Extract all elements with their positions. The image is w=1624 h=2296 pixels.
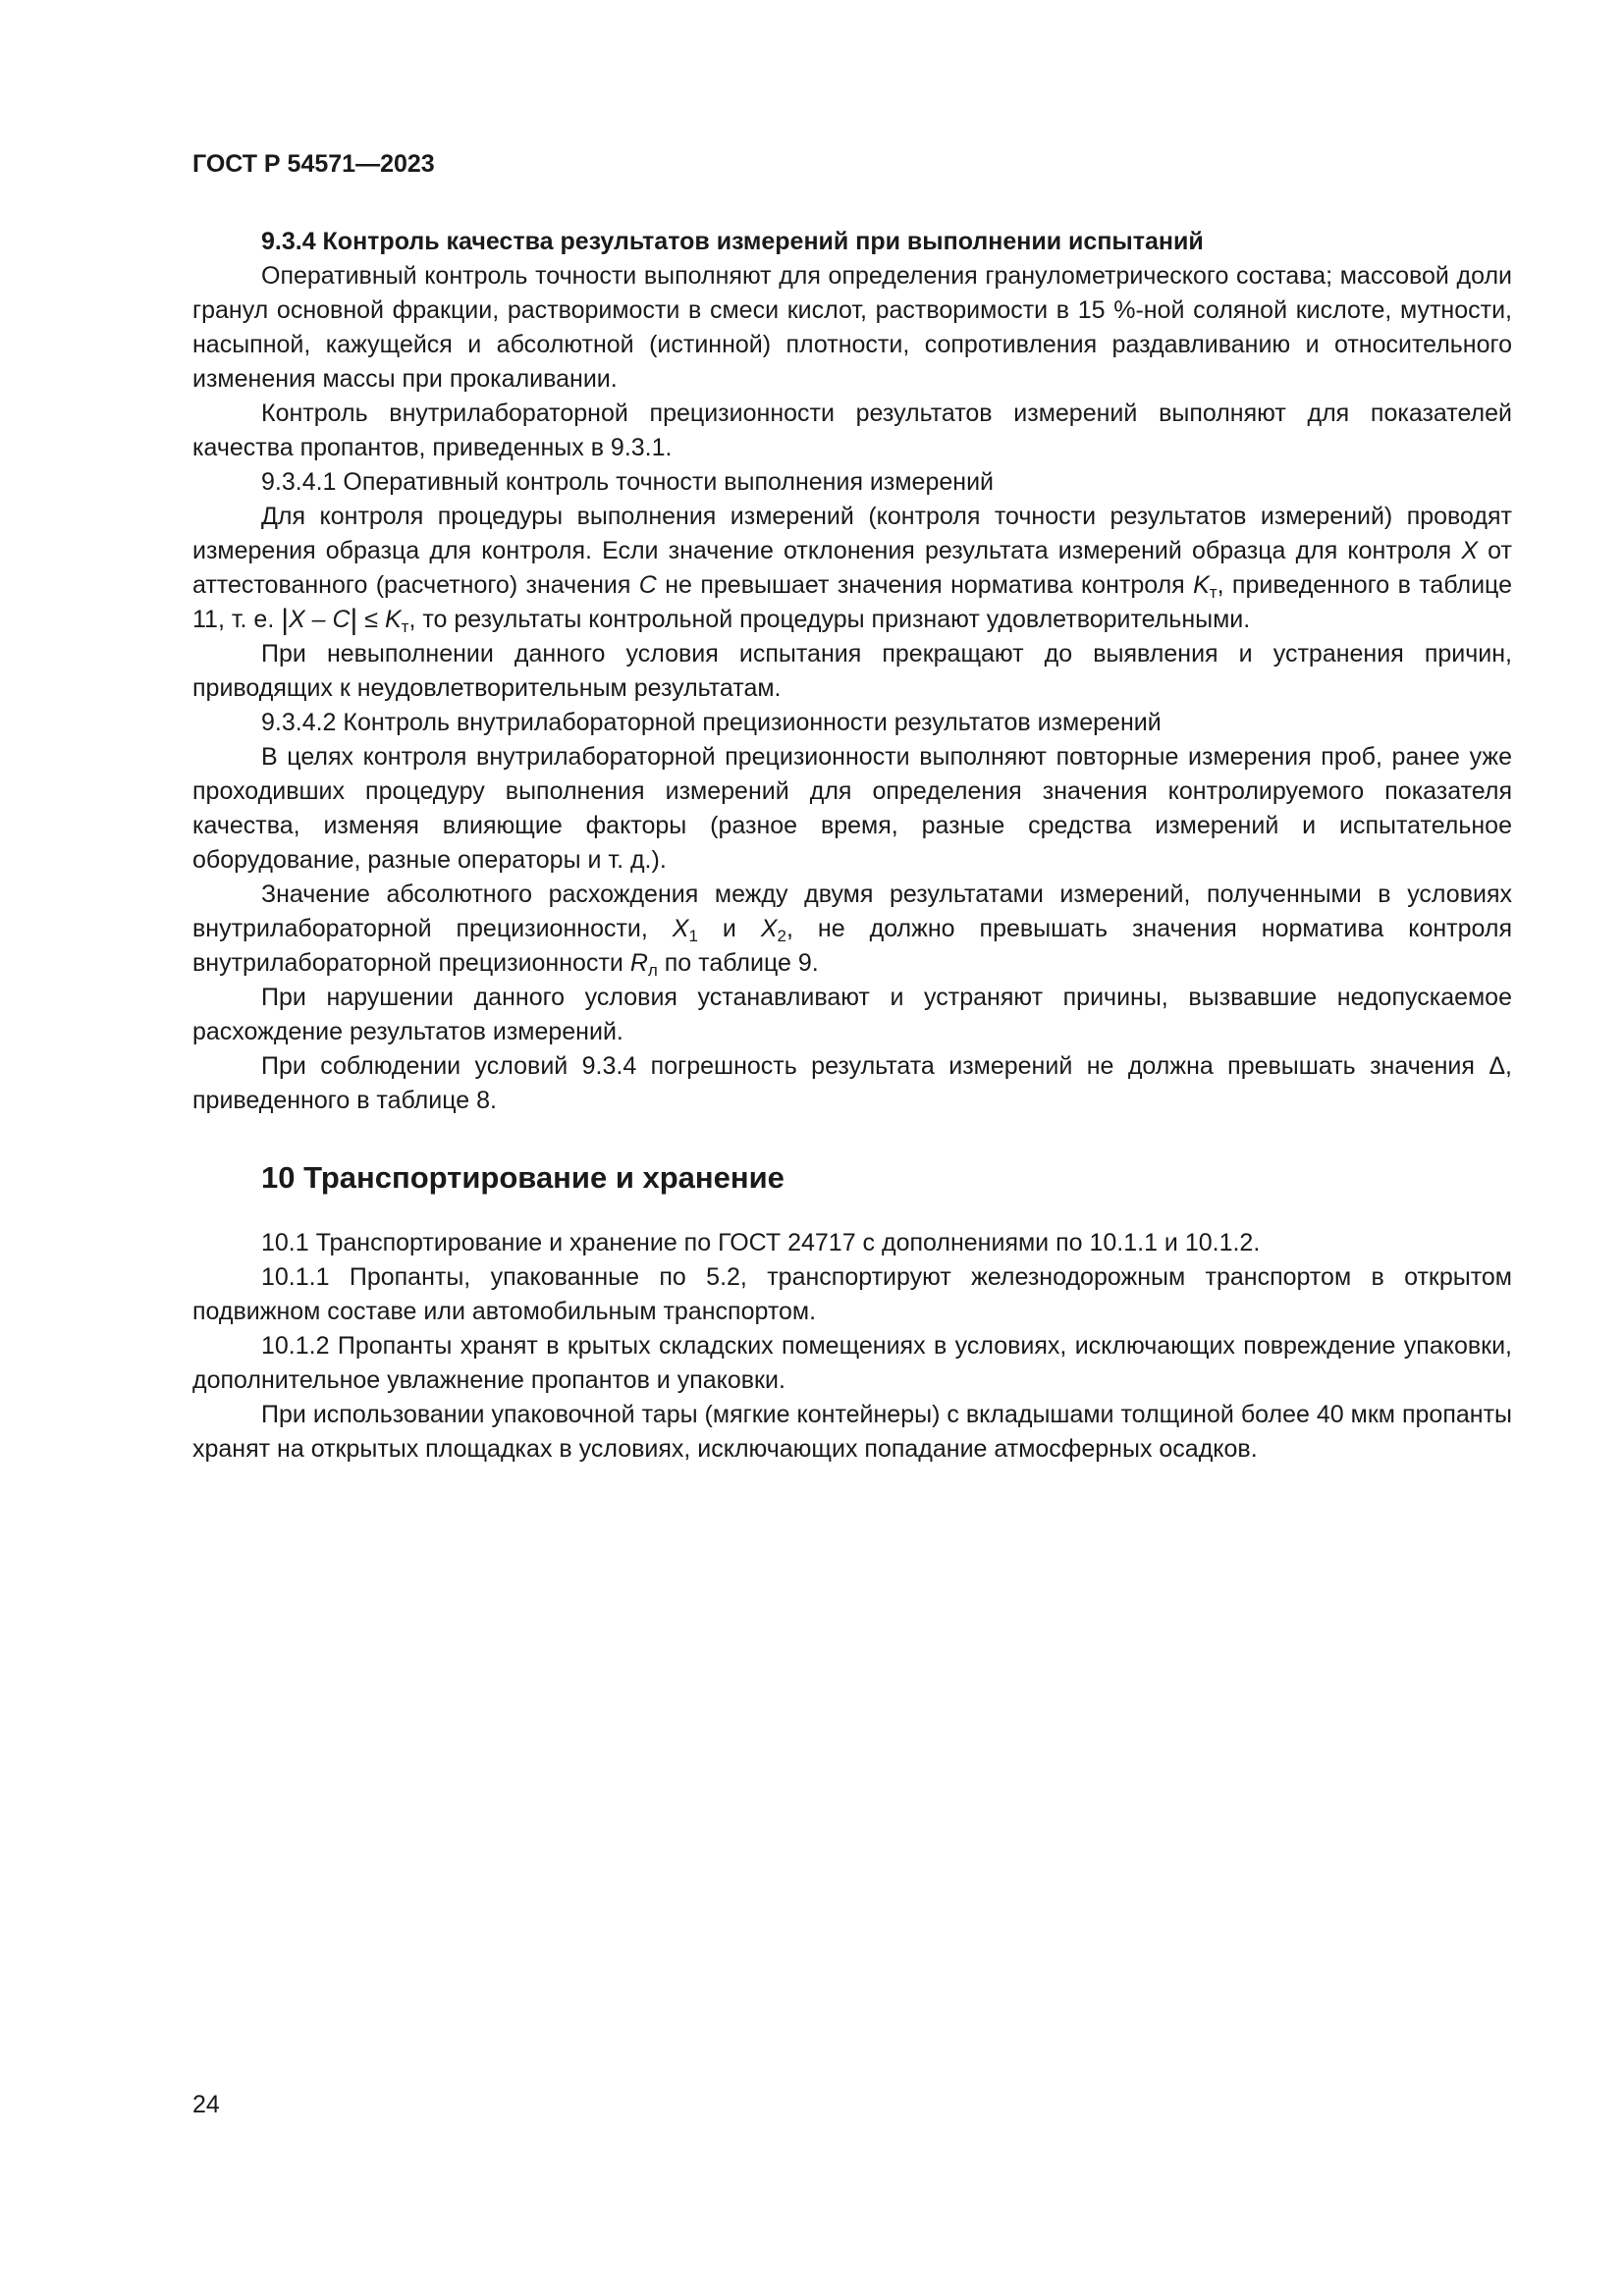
paragraph-error-limit — [192, 1049, 1512, 1118]
variable-c: C — [638, 571, 657, 599]
document-id: ГОСТ Р 54571—2023 — [192, 150, 435, 178]
variable-x: X — [760, 915, 778, 942]
text-run: и — [697, 915, 761, 942]
delta-symbol: Δ — [1489, 1052, 1506, 1080]
variable-k: K — [384, 606, 402, 633]
clause-heading-9-3-4-1: 9.3.4.1 Оперативный контроль точности выполнения измерений — [261, 468, 994, 496]
text-run: При соблюдении условий 9.3.4 погрешность результата измерений не должна превышать значения — [261, 1052, 1489, 1080]
subscript-l: л — [647, 961, 658, 980]
paragraph: 10.1.1 Пропанты, упакованные по 5.2, транспортируют железнодорожным транспортом в открытом подвижном составе или автомобильным транспортом. — [192, 1263, 1512, 1325]
page-number: 24 — [192, 2091, 220, 2118]
paragraph: Контроль внутрилабораторной прецизионности результатов измерений выполняют для показателей качества пропантов, приведенных в 9.3.1. — [192, 400, 1512, 461]
text-run: , не должно превышать значения норматива контроля внутрилабораторной прецизионности — [192, 915, 1512, 977]
clause-heading-9-3-4-2: 9.3.4.2 Контроль внутрилабораторной прецизионности результатов измерений — [261, 709, 1162, 736]
subsection-title-9-3-4: 9.3.4 Контроль качества результатов измерений при выполнении испытаний — [261, 228, 1204, 255]
subscript-t: т — [1209, 583, 1218, 602]
abs-bar-right: | — [350, 604, 358, 636]
variable-r: R — [629, 949, 648, 977]
paragraph: При использовании упаковочной тары (мягкие контейнеры) с вкладышами толщиной более 40 мкм пропанты хранят на открытых площадках в условиях, исключающих попадание атмосферных осадков. — [192, 1401, 1512, 1463]
subscript-t: т — [401, 617, 409, 636]
document-body — [192, 225, 1512, 1467]
variable-x: X — [672, 915, 689, 942]
paragraph: 10.1.2 Пропанты хранят в крытых складских помещениях в условиях, исключающих повреждение упаковки, дополнительное увлажнение пропантов и упаковки. — [192, 1332, 1512, 1394]
abs-bar-left: | — [281, 604, 290, 636]
paragraph: В целях контроля внутрилабораторной прецизионности выполняют повторные измерения проб, ранее уже проходивших процедуру выполнения измерений для определения значения контролируемого показателя качества, изменяя влияющие факторы (разное время, разные средства измерений и испытательное оборудование, разные операторы и т. д.). — [192, 743, 1512, 874]
paragraph-control-formula — [192, 500, 1512, 637]
paragraph: При невыполнении данного условия испытания прекращают до выявления и устранения причин, приводящих к неудовлетворительным результатам. — [192, 640, 1512, 702]
subscript-2: 2 — [777, 927, 787, 945]
text-run: , приведенного в таблице 11, т. е. — [192, 571, 1513, 633]
paragraph-precision-limit — [192, 878, 1512, 981]
text-run: , то результаты контрольной процедуры признают удовлетворительными. — [408, 606, 1251, 633]
text-run: Значение абсолютного расхождения между двумя результатами измерений, полученными в условиях внутрилабораторной прецизионности, — [192, 881, 1512, 942]
text-run: по таблице 9. — [657, 949, 819, 977]
subscript-1: 1 — [688, 927, 698, 945]
less-equal-sign: ≤ — [357, 606, 385, 633]
paragraph: При нарушении данного условия устанавливают и устраняют причины, вызвавшие недопускаемое расхождение результатов измерений. — [192, 984, 1512, 1045]
formula-x-minus-c: X – C — [289, 606, 351, 633]
text-run: от аттестованного (расчетного) значения — [192, 537, 1512, 599]
text-run: , приведенного в таблице 8. — [192, 1052, 1512, 1114]
section-title-10: 10 Транспортирование и хранение — [261, 1160, 785, 1195]
paragraph: 10.1 Транспортирование и хранение по ГОСТ 24717 с дополнениями по 10.1.1 и 10.1.2. — [261, 1229, 1261, 1256]
variable-k: K — [1193, 571, 1210, 599]
text-run: Для контроля процедуры выполнения измерений (контроля точности результатов измерений) проводят измерения образца для контроля. Если значение отклонения результата измерений образца для контроля — [192, 503, 1512, 564]
paragraph: Оперативный контроль точности выполняют для определения гранулометрического состава; массовой доли гранул основной фракции, растворимости в смеси кислот, растворимости в 15 %-ной соляной кислоте, мутности, насыпной, кажущейся и абсолютной (истинной) плотности, сопротивления раздавливанию и относительного изменения массы при прокаливании. — [192, 262, 1512, 393]
text-run: не превышает значения норматива контроля — [656, 571, 1194, 599]
variable-x: X — [1461, 537, 1479, 564]
